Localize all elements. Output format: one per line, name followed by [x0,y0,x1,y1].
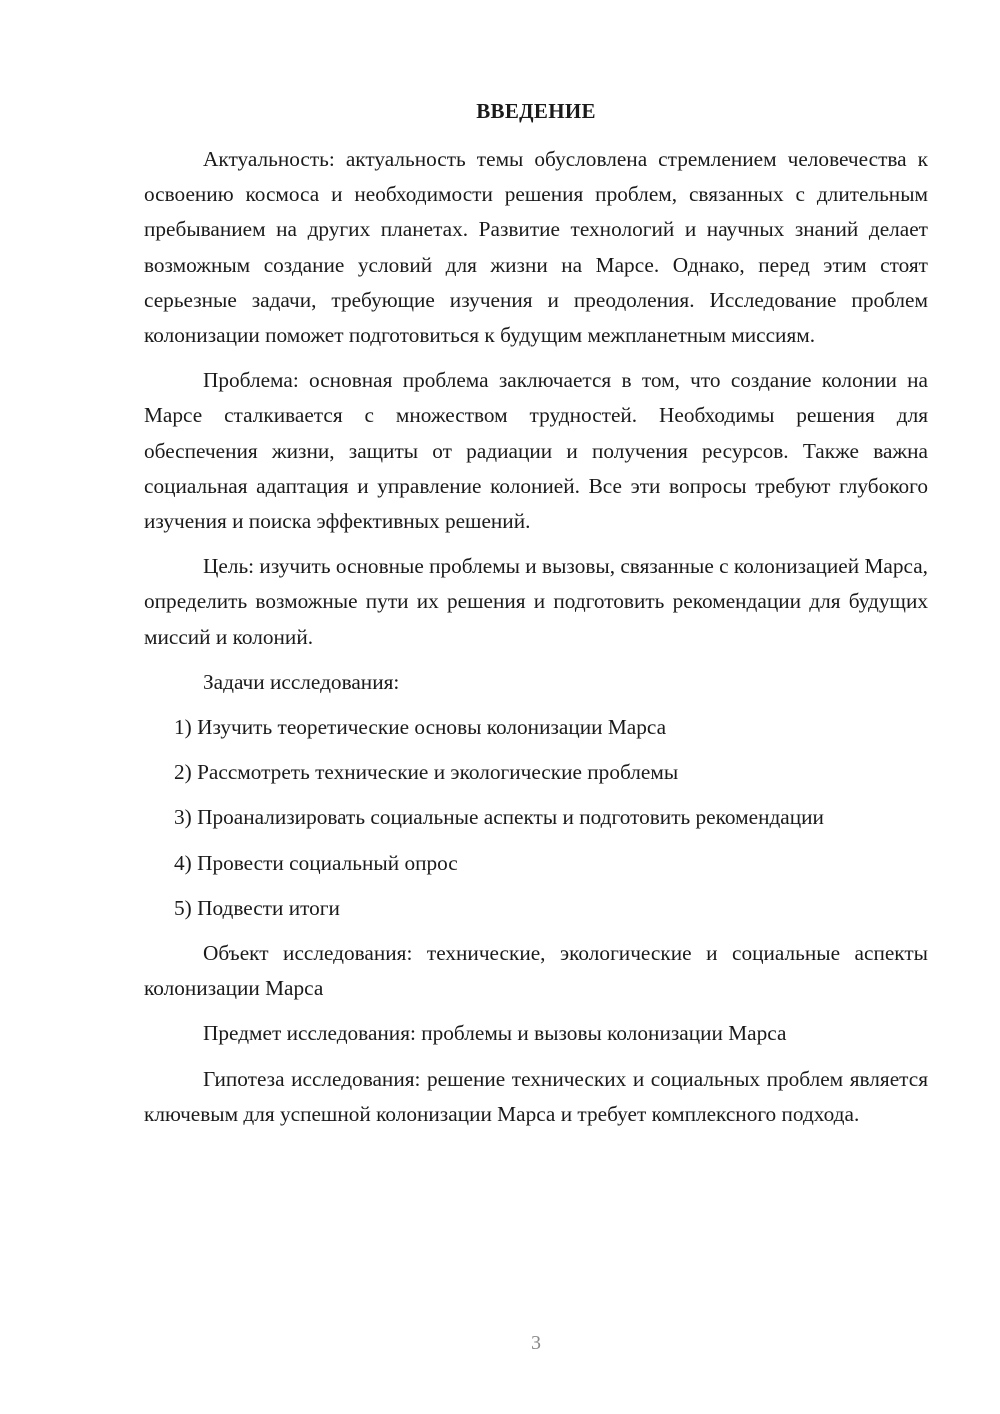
tasks-heading: Задачи исследования: [203,669,400,694]
paragraph-hypothesis: Гипотеза исследования: решение технических и социальных проблем является ключевым для успешной колонизации Марса и требует комплексного подхода. [144,1066,928,1126]
paragraph-subject: Предмет исследования: проблемы и вызовы колонизации Марса [203,1021,787,1046]
paragraph-object: Объект исследования: технические, экологические и социальные аспекты колонизации Марса [144,941,928,1001]
document-body [144,142,928,1132]
task-item: 4) Провести социальный опрос [174,850,458,875]
task-item: 3) Проанализировать социальные аспекты и подготовить рекомендации [174,805,824,830]
paragraph-goal: Цель: изучить основные проблемы и вызовы, связанные с колонизацией Марса, определить возможные пути их решения и подготовить рекомендации для будущих миссий и колоний. [144,554,928,649]
paragraph-problem: Проблема: основная проблема заключается в том, что создание колонии на Марсе сталкивается с множеством трудностей. Необходимы решения для обеспечения жизни, защиты от радиации и получения ресурсов. Также важна социальная адаптация и управление колонией. Все эти вопросы требуют глубокого изучения и поиска эффективных решений. [144,368,928,534]
paragraph-relevance: Актуальность: актуальность темы обусловлена стремлением человечества к освоению космоса и необходимости решения проблем, связанных с длительным пребыванием на других планетах. Развитие технологий и научных знаний делает возможным создание условий для жизни на Марсе. Однако, перед этим стоят серьезные задачи, требующие изучения и преодоления. Исследование проблем колонизации поможет подготовиться к будущим межпланетным миссиям. [144,147,928,348]
task-item: 1) Изучить теоретические основы колонизации Марса [174,715,667,740]
task-item: 2) Рассмотреть технические и экологические проблемы [174,760,679,785]
task-item: 5) Подвести итоги [174,895,340,920]
page-number: 3 [531,1332,541,1354]
section-title: ВВЕДЕНИЕ [476,99,596,123]
